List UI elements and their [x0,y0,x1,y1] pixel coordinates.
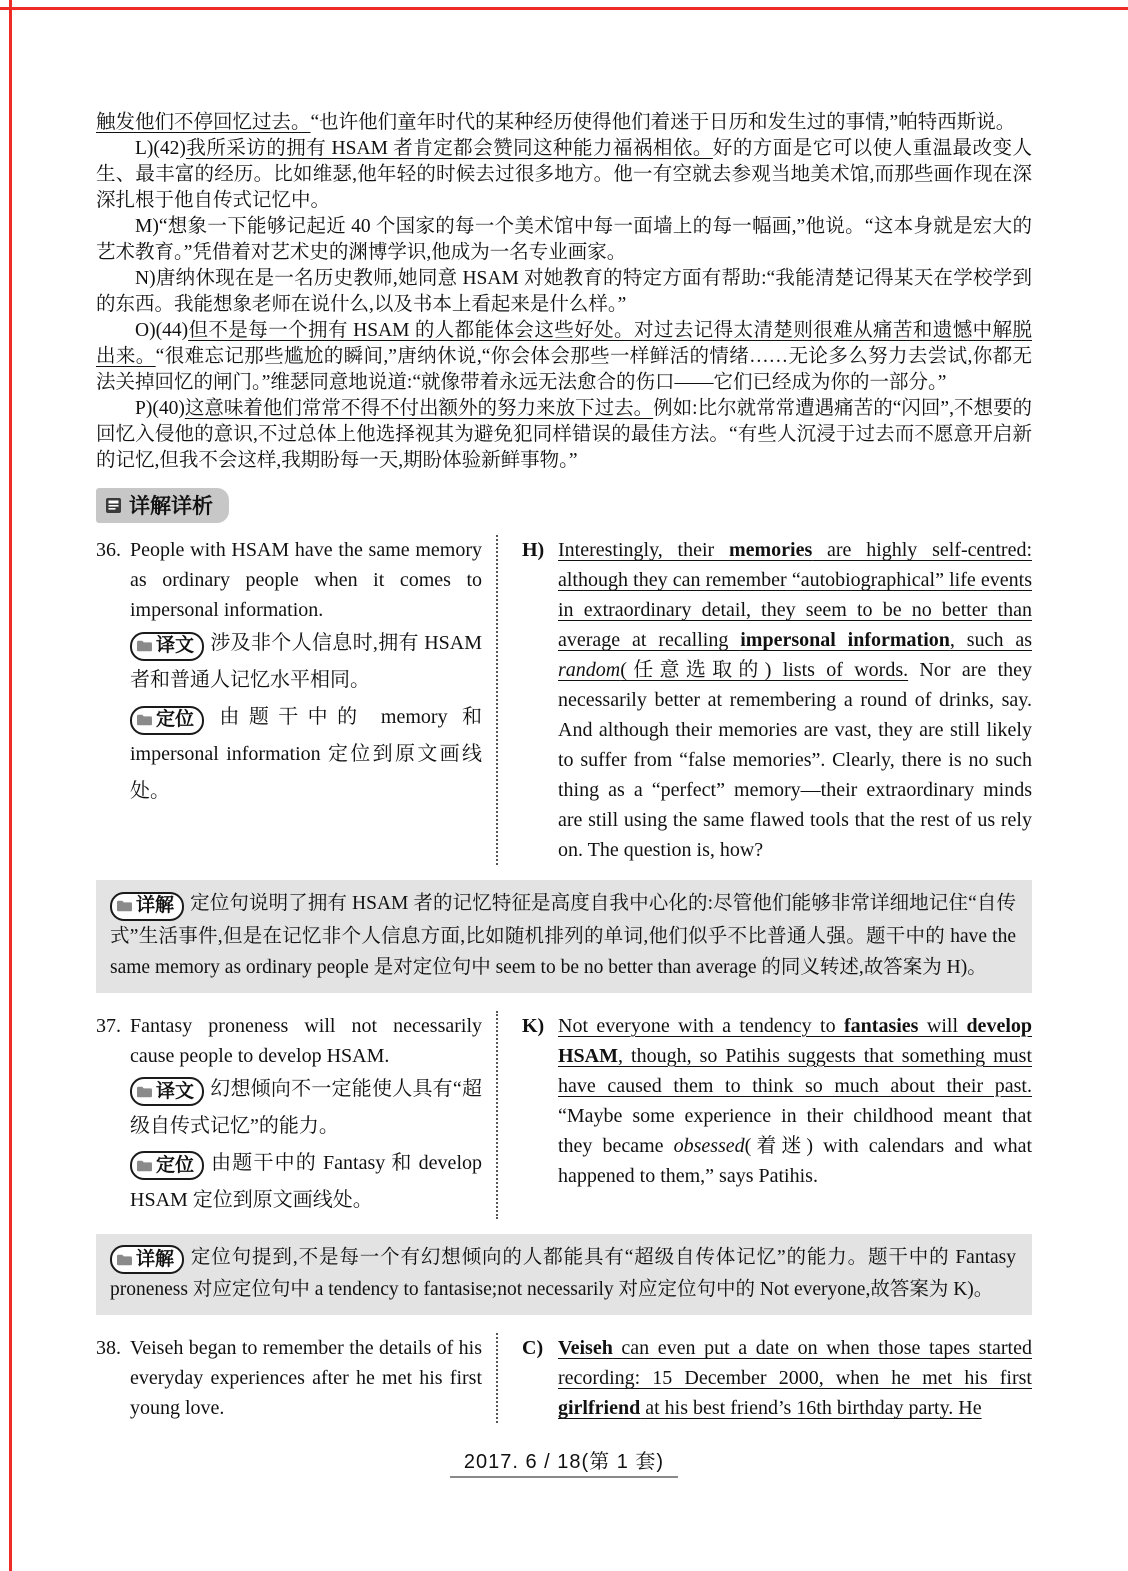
text-segment: 这意味着他们常常不得不付出额外的努力来放下过去。 [184,398,654,419]
text-segment: O)(44) [135,320,189,341]
dingwei-pill: 定位 [130,706,204,735]
dingwei-paragraph [130,699,482,810]
text-segment: , such as [949,629,1033,651]
qa-row-37 [96,1011,1032,1219]
yiwen-paragraph [130,1071,482,1145]
text-segment: obsessed [673,1134,745,1157]
folder-icon [137,639,152,652]
text-segment: 例如:比尔就常常遭遇痛苦的“闪回”,不想要的回忆入侵他的意识,不过总体上他选择视其为避免犯同样错误的最佳方法。“有些人沉浸于过去而不愿意开启新的记忆,但我不会这样,我期盼每一天,期盼体验新鲜事物。” [96,398,1032,471]
explanation-box-37 [96,1234,1032,1316]
xiangjie-pill: 详解 [110,1245,184,1274]
text-segment: M)“想象一下能够记起近 40 个国家的每一个美术馆中每一面墙上的每一幅画,”他说。“这本身就是宏大的艺术教育。”凭借着对艺术史的渊博学识,他成为一名专业画家。 [96,216,1032,263]
text-segment: impersonal information [740,629,950,651]
folder-icon [137,1085,152,1098]
explanation-text: 定位句提到,不是每一个有幻想倾向的人都能具有“超级自传体记忆”的能力。题干中的 Fantasy proneness 对应定位句中 a tendency to fantasise;not necessarily 对应定位句中的 Not everyone,故答案为 K)。 [110,1246,1016,1300]
translation-passages [96,110,1032,474]
page-footer [96,1445,1032,1474]
text-segment: random [558,659,621,681]
text-segment: (着迷) with calendars and what happened to them,” says Patihis. [558,1134,1033,1187]
section-header-title: 详解详析 [129,495,213,518]
text-segment: memories [728,539,813,561]
text-segment: L)(42) [135,138,186,159]
yiwen-text: 涉及非个人信息时,拥有 HSAM 者和普通人记忆水平相同。 [130,632,482,691]
answer-H [498,535,1032,865]
footer-page-number: 2017. 6 / 18(第 1 套) [450,1451,678,1478]
answer-text [558,535,1032,865]
answer-letter: K) [522,1014,545,1037]
text-segment: will [918,1014,967,1037]
passage-O [96,318,1032,396]
answer-K [498,1011,1032,1219]
question-38 [96,1333,482,1423]
text-segment: can even put a date on when those tapes started recording: 15 December 2000, when he met his first [558,1337,1032,1389]
answer-text [558,1011,1032,1191]
passage-P [96,396,1032,474]
explanation-box-36 [96,880,1032,993]
qa-row-38 [96,1333,1032,1423]
text-segment: Veiseh [558,1337,613,1359]
text-segment: fantasies [844,1014,919,1037]
answer-letter: C) [522,1337,544,1359]
text-segment: , though, so Patihis suggests that something must have caused them to think so much about their past. [558,1044,1032,1097]
text-segment: 但不是每一个拥有 HSAM 的人都能体会这些好处。对过去记得太清楚则很难从痛苦和遗憾中解脱出来。 [96,320,1032,367]
passage-N [96,266,1032,318]
passage-M [96,214,1032,266]
dingwei-pill: 定位 [130,1151,204,1180]
passage-continuation [96,110,1032,136]
text-segment: girlfriend [558,1397,641,1419]
yiwen-paragraph [130,625,482,699]
text-segment: P)(40) [135,398,185,419]
yiwen-pill: 译文 [130,632,204,661]
text-segment: “Maybe some experience in their childhood meant that they became [558,1104,1032,1157]
text-segment: are highly self-centred: although they can remember “autobiographical” life events in extraordinary detail, they seem to be no better than average at recalling [558,539,1033,651]
dingwei-paragraph [130,1145,482,1219]
text-segment: develop HSAM [558,1014,1032,1067]
xiangjie-pill: 详解 [110,892,184,921]
answer-text [558,1333,1032,1423]
text-segment: 我所采访的拥有 HSAM 者肯定都会赞同这种能力福祸相依。 [185,138,713,159]
folder-icon [137,1159,152,1172]
text-segment: Interestingly, their [558,539,729,561]
question-36 [96,535,482,865]
question-number: 36. [96,539,121,561]
notebook-icon [104,496,123,515]
folder-icon [117,899,132,912]
text-segment: 好的方面是它可以使人重温最改变人生、最丰富的经历。比如维瑟,他年轻的时候去过很多地方。他一有空就去参观当地美术馆,而那些画作现在深深扎根于他自传式记忆中。 [96,138,1032,211]
text-segment: Not everyone with a tendency to [558,1014,845,1037]
text-segment: 触发他们不停回忆过去。 [96,112,311,133]
yiwen-pill: 译文 [130,1077,204,1106]
passage-L [96,136,1032,214]
yiwen-text: 幻想倾向不一定能使人具有“超级自传式记忆”的能力。 [130,1077,482,1137]
dingwei-text: 由题干中的 Fantasy 和 develop HSAM 定位到原文画线处。 [130,1151,482,1211]
answer-letter: H) [522,539,545,561]
text-segment: “也许他们童年时代的某种经历使得他们着迷于日历和发生过的事情,”帕特西斯说。 [310,112,1016,133]
section-header-badge [96,488,229,523]
answer-C [498,1333,1032,1423]
folder-icon [137,713,152,726]
text-segment: (任意选取的) lists of words. [620,659,909,681]
question-37 [96,1011,482,1219]
question-text: Fantasy proneness will not necessarily cause people to develop HSAM. [130,1014,482,1067]
red-margin-line-vertical [9,0,12,1571]
question-number: 37. [96,1014,121,1037]
qa-row-36 [96,535,1032,865]
explanation-text: 定位句说明了拥有 HSAM 者的记忆特征是高度自我中心化的:尽管他们能够非常详细地记住“自传式”生活事件,但是在记忆非个人信息方面,比如随机排列的单词,他们似乎不比普通人强。题干中的 have the same memory as ordinary people 是对定位句中 seem to be no better than average 的同义转述,故答案为 H)。 [110,893,1016,978]
text-segment: at his best friend’s 16th birthday party. He [640,1397,982,1419]
text-segment: “很难忘记那些尴尬的瞬间,”唐纳休说,“你会体会那些一样鲜活的情绪……无论多么努力去尝试,你都无法关掉回忆的闸门。”维瑟同意地说道:“就像带着永远无法愈合的伤口——它们已经成为你的一部分。” [96,346,1032,393]
text-segment: N)唐纳休现在是一名历史教师,她同意 HSAM 对她教育的特定方面有帮助:“我能清楚记得某天在学校学到的东西。我能想象老师在说什么,以及书本上看起来是什么样。” [96,268,1032,315]
folder-icon [117,1253,132,1266]
question-number: 38. [96,1337,121,1359]
question-text: People with HSAM have the same memory as ordinary people when it comes to impersonal information. [130,539,482,621]
question-text: Veiseh began to remember the details of his everyday experiences after he met his first young love. [130,1337,482,1419]
red-margin-line-horizontal [0,7,1128,10]
dingwei-text: 由题干中的 memory 和 impersonal information 定位到原文画线处。 [130,706,482,802]
text-segment: Nor are they necessarily better at remembering a round of drinks, say. And although their memories are vast, they are still likely to suffer from “false memories”. Clearly, there is no such thing as a “perfect” memory—their extraordinary minds are still using the same flawed tools that the rest of us rely on. The question is, how? [558,659,1033,861]
